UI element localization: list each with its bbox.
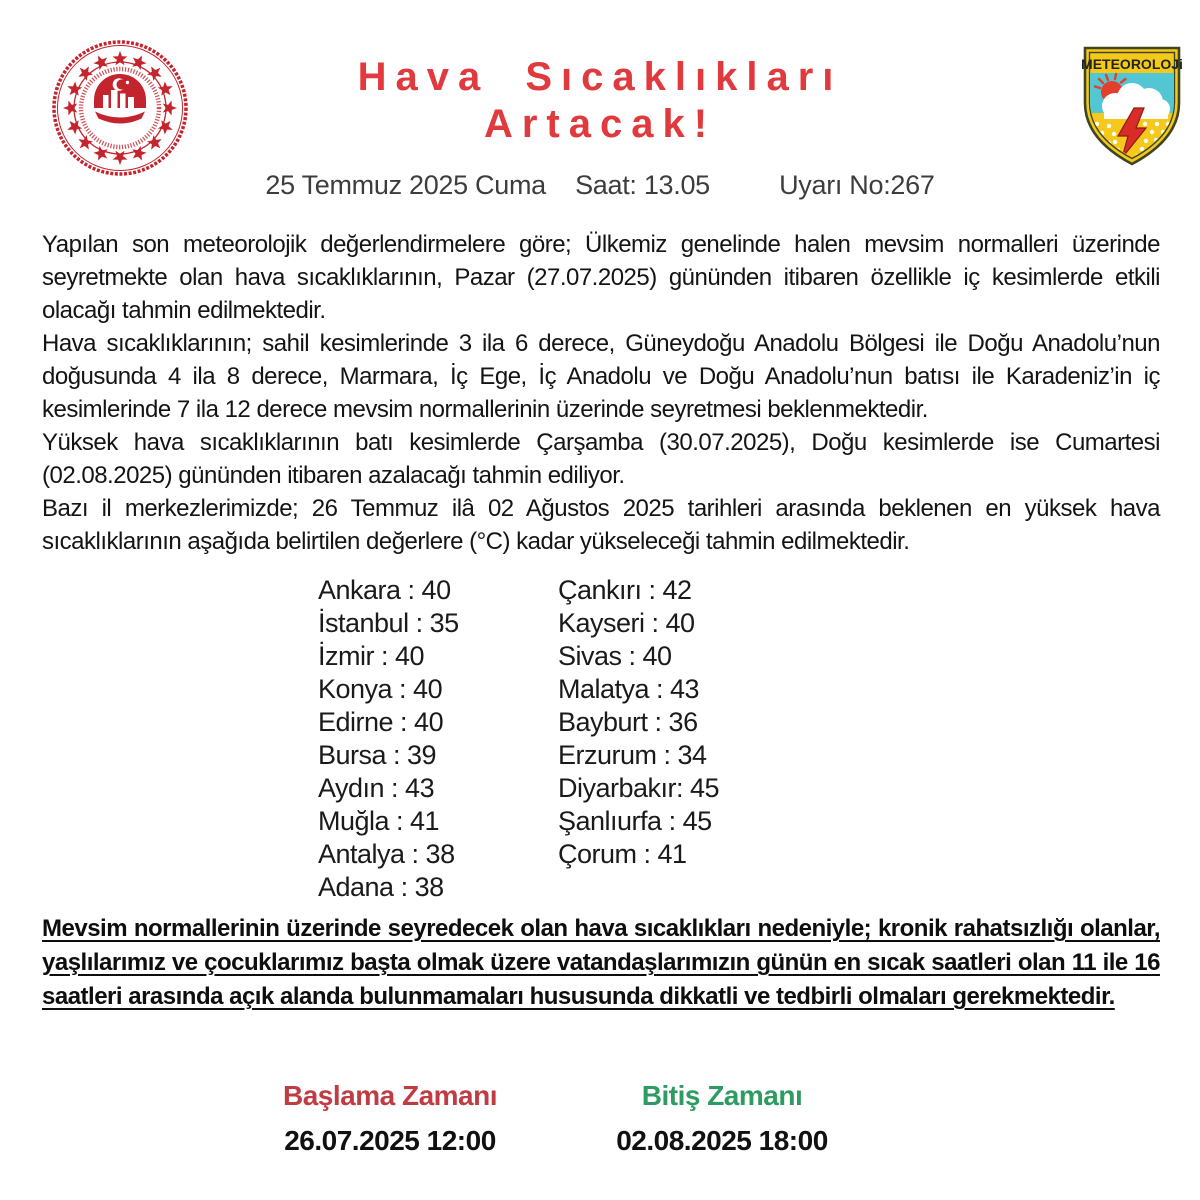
health-warning-text: Mevsim normallerinin üzerinde seyredecek olan hava sıcaklıkları nedeniyle; kronik rahatsızlığı olanlar, yaşlılarımız ve çocuklarımız başta olmak üzere vatandaşlarımızın günün en sıcak saatleri olan 11 ile 16 saatleri arasında açık alanda bulunmamaları hususunda dikkatli ve tedbirli olmaları gerekmektedir.: [42, 915, 1160, 1010]
city-temp-item: Çankırı : 42: [558, 575, 692, 605]
page-title-line2: Artacak!: [483, 102, 717, 146]
paragraph-regions: Hava sıcaklıklarının; sahil kesimlerinde 3 ila 6 derece, Güneydoğu Anadolu Bölgesi ile Doğu Anadolu’nun doğusunda 4 ila 8 derece, Marmara, İç Ege, İç Anadolu ve Doğu Anadolu’nun batısı ile Karadeniz’in iç kesimlerinde 7 ila 12 derece mevsim normallerinin üzerinde seyretmesi beklenmektedir.: [42, 330, 1160, 423]
city-temp-item: Çorum : 41: [558, 839, 687, 869]
ministry-emblem-logo: [50, 38, 190, 178]
page-title-line1: Hava Sıcaklıkları: [357, 55, 843, 99]
page-title: [210, 54, 990, 148]
city-temp-item: İzmir : 40: [318, 641, 425, 671]
city-temp-item: Diyarbakır: 45: [558, 773, 720, 803]
city-temp-item: Adana : 38: [318, 872, 444, 902]
start-time-value: 26.07.2025 12:00: [284, 1125, 496, 1156]
meteorology-shield-icon: [1082, 44, 1182, 168]
city-temp-item: Edirne : 40: [318, 707, 444, 737]
paragraph-city-intro: Bazı il merkezlerimizde; 26 Temmuz ilâ 02 Ağustos 2025 tarihleri arasında beklenen en yüksek hava sıcaklıklarının aşağıda belirtilen değerlere (°C) kadar yükseleceği tahmin edilmektedir.: [42, 495, 1160, 555]
city-temp-item: Muğla : 41: [318, 806, 440, 836]
end-time-value: 02.08.2025 18:00: [616, 1125, 828, 1156]
city-temp-item: Antalya : 38: [318, 839, 455, 869]
city-temperature-column-left: [318, 574, 558, 904]
city-temp-item: Erzurum : 34: [558, 740, 707, 770]
issue-time: Saat: 13.05: [575, 170, 710, 200]
end-time-label: Bitiş Zamanı: [641, 1080, 803, 1111]
city-temp-item: Şanlıurfa : 45: [558, 806, 712, 836]
notice-body: [42, 228, 1160, 1014]
meteorology-shield-logo: [1082, 44, 1182, 168]
city-temp-item: Konya : 40: [318, 674, 443, 704]
city-temperature-column-right: [558, 574, 719, 904]
start-time-label: Başlama Zamanı: [283, 1080, 497, 1111]
city-temperature-list: [42, 574, 1160, 904]
city-temp-item: Aydın : 43: [318, 773, 435, 803]
ministry-emblem-icon: [50, 38, 190, 178]
meteorology-logo-text: METEOROLOJi: [1082, 56, 1182, 72]
issue-date: 25 Temmuz 2025 Cuma: [265, 170, 546, 200]
city-temp-item: Kayseri : 40: [558, 608, 695, 638]
paragraph-assessment: Yapılan son meteorolojik değerlendirmelere göre; Ülkemiz genelinde halen mevsim normalleri üzerinde seyretmekte olan hava sıcaklıklarının, Pazar (27.07.2025) gününden itibaren özellikle iç kesimlerde etkili olacağı tahmin edilmektedir.: [42, 231, 1160, 324]
city-temp-item: Bursa : 39: [318, 740, 437, 770]
city-temp-item: Bayburt : 36: [558, 707, 698, 737]
city-temp-item: Malatya : 43: [558, 674, 700, 704]
paragraph-decrease: Yüksek hava sıcaklıklarının batı kesimlerde Çarşamba (30.07.2025), Doğu kesimlerde ise Cumartesi (02.08.2025) gününden itibaren azalacağı tahmin ediliyor.: [42, 429, 1160, 489]
start-time-block: [240, 1080, 540, 1157]
header-dateline: [0, 170, 1200, 201]
city-temp-item: Ankara : 40: [318, 575, 451, 605]
warning-number: Uyarı No:267: [779, 170, 935, 200]
city-temp-item: Sivas : 40: [558, 641, 672, 671]
end-time-block: [572, 1080, 872, 1157]
city-temp-item: İstanbul : 35: [318, 608, 459, 638]
